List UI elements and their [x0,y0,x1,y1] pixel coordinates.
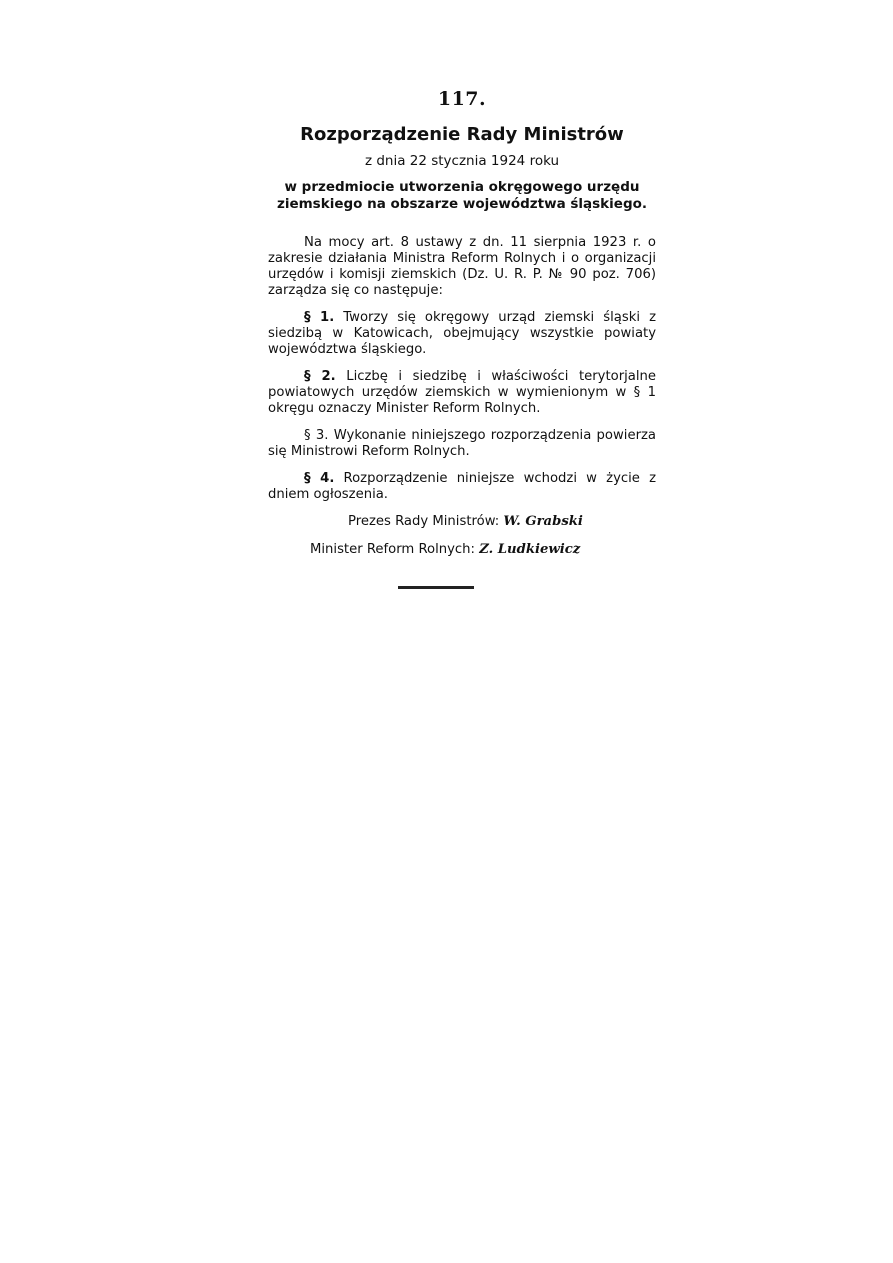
section-text: Wykonanie niniejszego rozporządzenia powierza się Ministrowi Reform Rolnych. [268,428,656,459]
closing-divider [398,586,474,589]
document-title: Rozporządzenie Rady Ministrów [300,124,624,145]
page-number: 117. [437,88,487,110]
signature-name: Z. Ludkiewicz [479,542,581,557]
section-text: Liczbę i siedzibę i właściwości terytorjalne powiatowych urzędów ziemskich w wymienionym w § 1 okręgu oznaczy Minister Reform Rolnych. [268,369,656,416]
signature-prime-minister [268,514,656,530]
preamble-paragraph: Na mocy art. 8 ustawy z dn. 11 sierpnia 1923 r. o zakresie działania Ministra Reform Rolnych i o organizacji urzędów i komisji ziemskich (Dz. U. R. P. № 90 poz. 706) zarządza się co następuje: [268,235,656,298]
signature-role: Prezes Rady Ministrów: [348,514,500,529]
section-marker: § 2. [304,369,336,384]
document-page [268,88,656,589]
signature-name: W. Grabski [503,514,583,529]
section-2 [268,369,656,417]
section-1 [268,310,656,358]
section-marker: § 1. [304,310,335,325]
section-text: Tworzy się okręgowy urząd ziemski śląski z siedzibą w Katowicach, obejmujący wszystkie powiaty województwa śląskiego. [268,310,656,357]
section-marker: § 3. [304,428,329,443]
section-marker: § 4. [304,471,335,486]
section-text: Rozporządzenie niniejsze wchodzi w życie z dniem ogłoszenia. [268,471,656,502]
date-line: z dnia 22 stycznia 1924 roku [364,153,560,169]
section-4 [268,471,656,503]
document-subject: w przedmiocie utworzenia okręgowego urzędu ziemskiego na obszarze województwa śląskiego. [276,179,648,212]
section-3 [268,428,656,460]
signature-role: Minister Reform Rolnych: [310,542,475,557]
signature-minister [268,542,656,558]
